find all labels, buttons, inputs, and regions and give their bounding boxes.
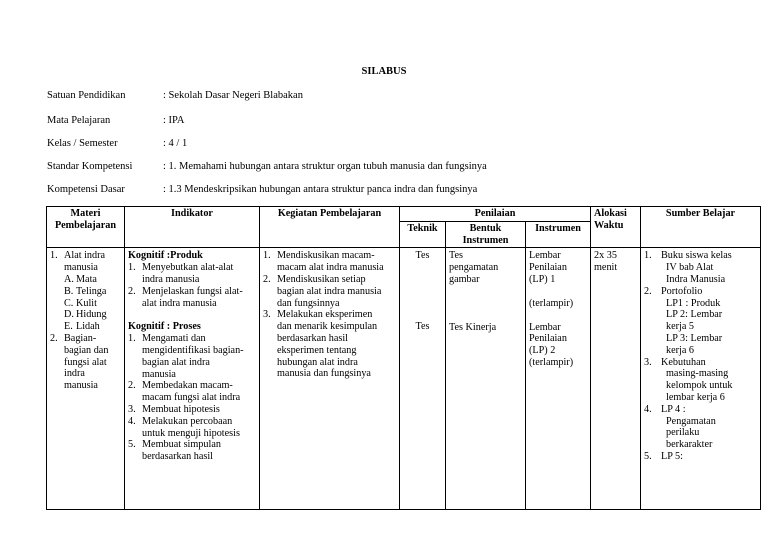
list-number: 4. — [128, 415, 136, 427]
indikator-text: Menyebutkan alat-alat — [142, 262, 234, 274]
materi-subitem: Mata — [76, 273, 97, 285]
list-number: 1. — [644, 250, 652, 262]
materi-text: fungsi alat — [64, 356, 107, 368]
indikator-text: Membuat simpulan — [142, 439, 221, 451]
materi-text: bagian dan — [64, 344, 109, 356]
list-number: 3. — [644, 356, 652, 368]
indikator-heading: Kognitif : Proses — [128, 321, 201, 333]
kegiatan-text: eksperimen tentang — [277, 344, 357, 356]
materi-text: Bagian- — [64, 332, 97, 344]
meta-label: Mata Pelajaran — [47, 115, 111, 126]
list-letter: B. — [64, 285, 74, 297]
indikator-heading: Kognitif :Produk — [128, 250, 203, 262]
bentuk-text: Tes Kinerja — [449, 321, 497, 333]
list-number: 1. — [263, 250, 271, 262]
indikator-text: bagian alat indra — [142, 356, 210, 368]
list-number: 2. — [128, 285, 136, 297]
indikator-text: Membuat hipotesis — [142, 403, 220, 415]
header-kegiatan: Kegiatan Pembelajaran — [260, 207, 400, 248]
materi-subitem: Kulit — [76, 297, 97, 309]
indikator-text: manusia — [142, 368, 176, 380]
indikator-text: Membedakan macam- — [142, 380, 233, 392]
sumber-text: LP1 : Produk — [666, 297, 721, 309]
indikator-text: indra manusia — [142, 273, 200, 285]
bentuk-text: Tes — [449, 250, 463, 262]
sumber-text: LP 3: Lembar — [666, 332, 723, 344]
kegiatan-text: macam alat indra manusia — [277, 262, 384, 274]
table-row — [47, 248, 761, 510]
header-materi: Materi Pembelajaran — [47, 207, 125, 248]
instrumen-text: (LP) 2 — [529, 345, 556, 357]
materi-text: manusia — [64, 380, 98, 392]
list-number: 4. — [644, 403, 652, 415]
instrumen-text: (terlampir) — [529, 297, 574, 309]
header-alokasi: Alokasi Waktu — [591, 207, 641, 248]
indikator-text: Menjelaskan fungsi alat- — [142, 285, 243, 297]
sumber-text: Portofolio — [661, 285, 703, 297]
kegiatan-text: hubungan alat indra — [277, 356, 358, 368]
indikator-text: untuk menguji hipotesis — [142, 427, 240, 439]
meta-label: Kompetensi Dasar — [47, 184, 125, 195]
list-letter: C. — [64, 297, 74, 309]
bentuk-text: pengamatan — [449, 262, 499, 274]
instrumen-text: (LP) 1 — [529, 273, 556, 285]
indikator-text: macam fungsi alat indra — [142, 392, 241, 404]
meta-value: : 1.3 Mendeskripsikan hubungan antara struktur panca indra dan fungsinya — [163, 184, 478, 195]
alokasi-text: 2x 35 — [594, 250, 617, 262]
materi-subitem: Hidung — [76, 309, 107, 321]
sumber-text: kerja 6 — [666, 344, 695, 356]
document-title: SILABUS — [361, 66, 407, 77]
meta-value: : 1. Memahami hubungan antara struktur organ tubuh manusia dan fungsinya — [163, 161, 487, 172]
kegiatan-text: Mendiskusikan macam- — [277, 250, 375, 262]
materi-text: indra — [64, 368, 85, 380]
indikator-text: berdasarkan hasil — [142, 451, 213, 463]
header-indikator: Indikator — [125, 207, 260, 248]
sumber-text: LP 4 : — [661, 403, 686, 415]
header-instrumen: Instrumen — [526, 221, 591, 248]
list-letter: A. — [64, 273, 74, 285]
cell-indikator — [125, 248, 260, 510]
kegiatan-text: dan menarik kesimpulan — [277, 321, 378, 333]
sumber-text: kelompok untuk — [666, 380, 733, 392]
list-letter: E. — [64, 321, 73, 333]
sumber-text: lembar kerja 6 — [666, 391, 725, 403]
meta-label: Standar Kompetensi — [47, 161, 133, 172]
sumber-text: IV bab Alat — [666, 262, 714, 274]
kegiatan-text: Melakukan eksperimen — [277, 309, 373, 321]
indikator-text: alat indra manusia — [142, 297, 217, 309]
kegiatan-text: dan fungsinnya — [277, 297, 340, 309]
list-number: 3. — [263, 309, 271, 321]
sumber-text: Indra Manusia — [666, 273, 726, 285]
cell-teknik — [400, 248, 446, 510]
indikator-text: mengidentifikasi bagian- — [142, 344, 244, 356]
cell-sumber — [641, 248, 761, 510]
meta-label: Kelas / Semester — [47, 138, 118, 149]
header-penilaian: Penilaian — [400, 207, 591, 222]
instrumen-text: Penilaian — [529, 333, 567, 345]
meta-value: : IPA — [163, 115, 185, 126]
materi-text: manusia — [64, 262, 98, 274]
alokasi-text: menit — [594, 262, 618, 274]
materi-subitem: Telinga — [76, 285, 107, 297]
list-number: 5. — [128, 439, 136, 451]
indikator-text: Mengamati dan — [142, 333, 206, 345]
sumber-text: Buku siswa kelas — [661, 250, 732, 262]
list-number: 3. — [128, 403, 136, 415]
bentuk-text: gambar — [449, 273, 480, 285]
instrumen-text: Lembar — [529, 321, 561, 333]
materi-subitem: Lidah — [76, 321, 100, 333]
teknik-text: Tes — [415, 250, 430, 262]
meta-label: Satuan Pendidikan — [47, 90, 126, 101]
sumber-text: masing-masing — [666, 368, 729, 380]
cell-instrumen — [526, 248, 591, 510]
materi-text: Alat indra — [64, 250, 106, 262]
list-number: 5. — [644, 450, 652, 462]
sumber-text: LP 2: Lembar — [666, 309, 723, 321]
meta-value: : Sekolah Dasar Negeri Blabakan — [163, 90, 303, 101]
syllabus-table — [46, 206, 761, 510]
list-letter: D. — [64, 309, 74, 321]
instrumen-text: (terlampir) — [529, 356, 574, 368]
indikator-text: Melakukan percobaan — [142, 415, 233, 427]
kegiatan-text: manusia dan fungsinya — [277, 368, 371, 380]
kegiatan-text: Mendiskusikan setiap — [277, 273, 366, 285]
sumber-text: perilaku — [666, 427, 700, 439]
list-number: 1. — [50, 250, 58, 262]
header-bentuk: Bentuk Instrumen — [446, 221, 526, 248]
list-number: 2. — [128, 380, 136, 392]
meta-value: : 4 / 1 — [163, 138, 188, 149]
instrumen-text: Lembar — [529, 250, 561, 262]
kegiatan-text: berdasarkan hasil — [277, 332, 348, 344]
sumber-text: LP 5: — [661, 450, 683, 462]
list-number: 1. — [128, 262, 136, 274]
sumber-text: kerja 5 — [666, 321, 695, 333]
instrumen-text: Penilaian — [529, 262, 567, 274]
sumber-text: Pengamatan — [666, 415, 716, 427]
cell-materi — [47, 248, 125, 510]
cell-bentuk — [446, 248, 526, 510]
header-teknik: Teknik — [400, 221, 446, 248]
header-row — [47, 207, 761, 222]
cell-alokasi — [591, 248, 641, 510]
header-sumber: Sumber Belajar — [641, 207, 761, 248]
list-number: 1. — [128, 333, 136, 345]
list-number: 2. — [644, 285, 652, 297]
cell-kegiatan — [260, 248, 400, 510]
sumber-text: berkarakter — [666, 439, 713, 451]
list-number: 2. — [50, 332, 58, 344]
kegiatan-text: bagian alat indra manusia — [277, 285, 382, 297]
sumber-text: Kebutuhan — [661, 356, 706, 368]
list-number: 2. — [263, 273, 271, 285]
teknik-text: Tes — [415, 321, 430, 333]
